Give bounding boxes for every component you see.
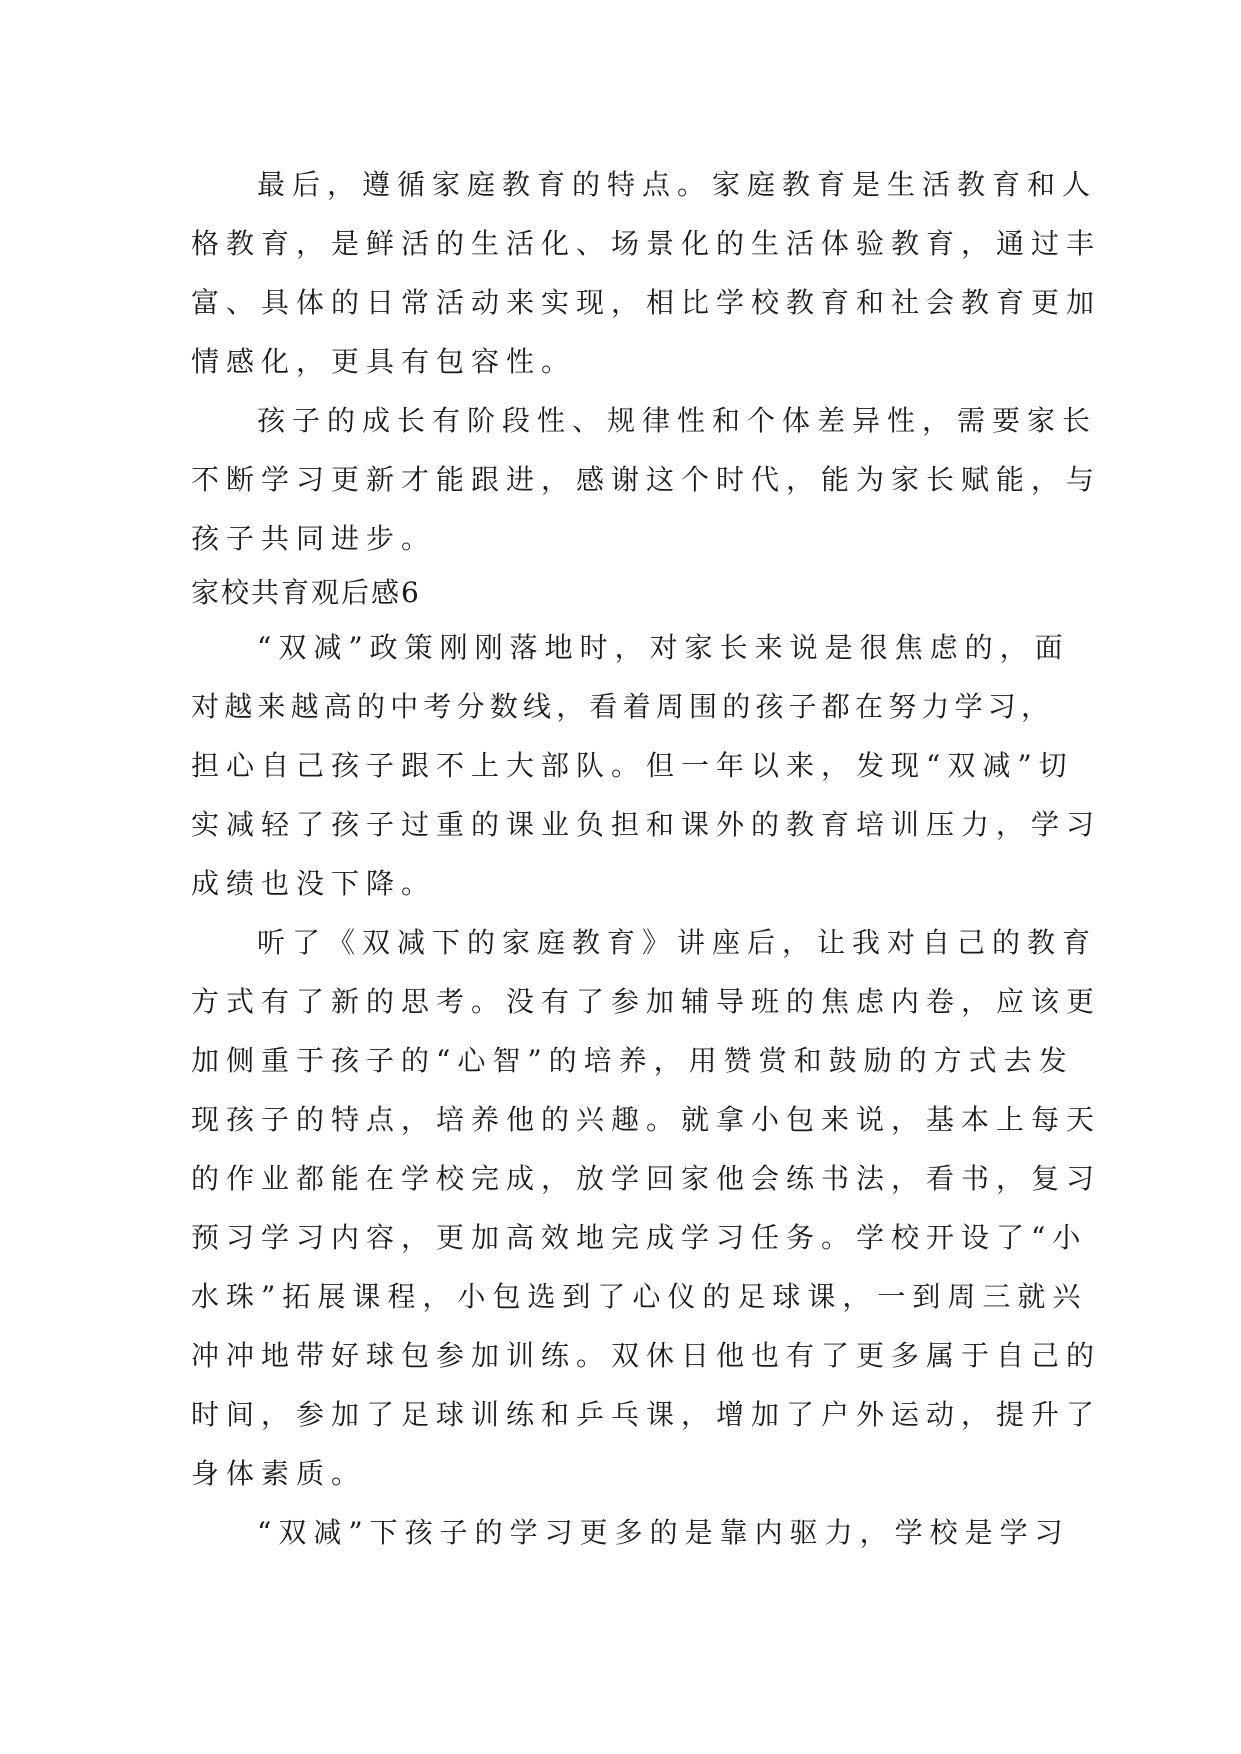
paragraph-line: 方式有了新的思考。没有了参加辅导班的焦虑内卷，应该更: [191, 985, 1102, 1018]
paragraph-line: “双减”下孩子的学习更多的是靠内驱力，学校是学习: [257, 1516, 1070, 1549]
paragraph-line: 身体素质。: [191, 1457, 367, 1490]
paragraph-line: 成绩也没下降。: [191, 867, 437, 900]
paragraph-line: 听了《双减下的家庭教育》讲座后，让我对自己的教育: [257, 926, 1098, 959]
paragraph-line: 水珠”拓展课程，小包选到了心仪的足球课，一到周三就兴: [191, 1280, 1088, 1313]
document-body: [191, 155, 1102, 1562]
paragraph-line: 孩子的成长有阶段性、规律性和个体差异性，需要家长: [257, 404, 1098, 437]
paragraph-line: 时间，参加了足球训练和乒乓课，增加了户外运动，提升了: [191, 1398, 1102, 1431]
section-heading: 家校共育观后感6: [191, 576, 421, 609]
paragraph-line: 富、具体的日常活动来实现，相比学校教育和社会教育更加: [191, 286, 1102, 319]
paragraph-line: 实减轻了孩子过重的课业负担和课外的教育培训压力，学习: [191, 808, 1102, 841]
paragraph-line: 孩子共同进步。: [191, 522, 437, 555]
paragraph-line: 加侧重于孩子的“心智”的培养，用赞赏和鼓励的方式去发: [191, 1044, 1074, 1077]
paragraph-line: 冲冲地带好球包参加训练。双休日他也有了更多属于自己的: [191, 1339, 1102, 1372]
paragraph-line: 预习学习内容，更加高效地完成学习任务。学校开设了“小: [191, 1221, 1088, 1254]
paragraph-line: 最后，遵循家庭教育的特点。家庭教育是生活教育和人: [257, 168, 1098, 201]
paragraph-line: 不断学习更新才能跟进，感谢这个时代，能为家长赋能，与: [191, 463, 1102, 496]
paragraph-line: “双减”政策刚刚落地时，对家长来说是很焦虑的，面: [257, 631, 1070, 664]
paragraph-line: 担心自己孩子跟不上大部队。但一年以来，发现“双减”切: [191, 749, 1074, 782]
paragraph-line: 的作业都能在学校完成，放学回家他会练书法，看书，复习: [191, 1162, 1102, 1195]
paragraph-line: 格教育，是鲜活的生活化、场景化的生活体验教育，通过丰: [191, 227, 1102, 260]
paragraph-line: 对越来越高的中考分数线，看着周围的孩子都在努力学习，: [191, 690, 1055, 723]
paragraph-line: 情感化，更具有包容性。: [191, 345, 577, 378]
paragraph-line: 现孩子的特点，培养他的兴趣。就拿小包来说，基本上每天: [191, 1103, 1102, 1136]
